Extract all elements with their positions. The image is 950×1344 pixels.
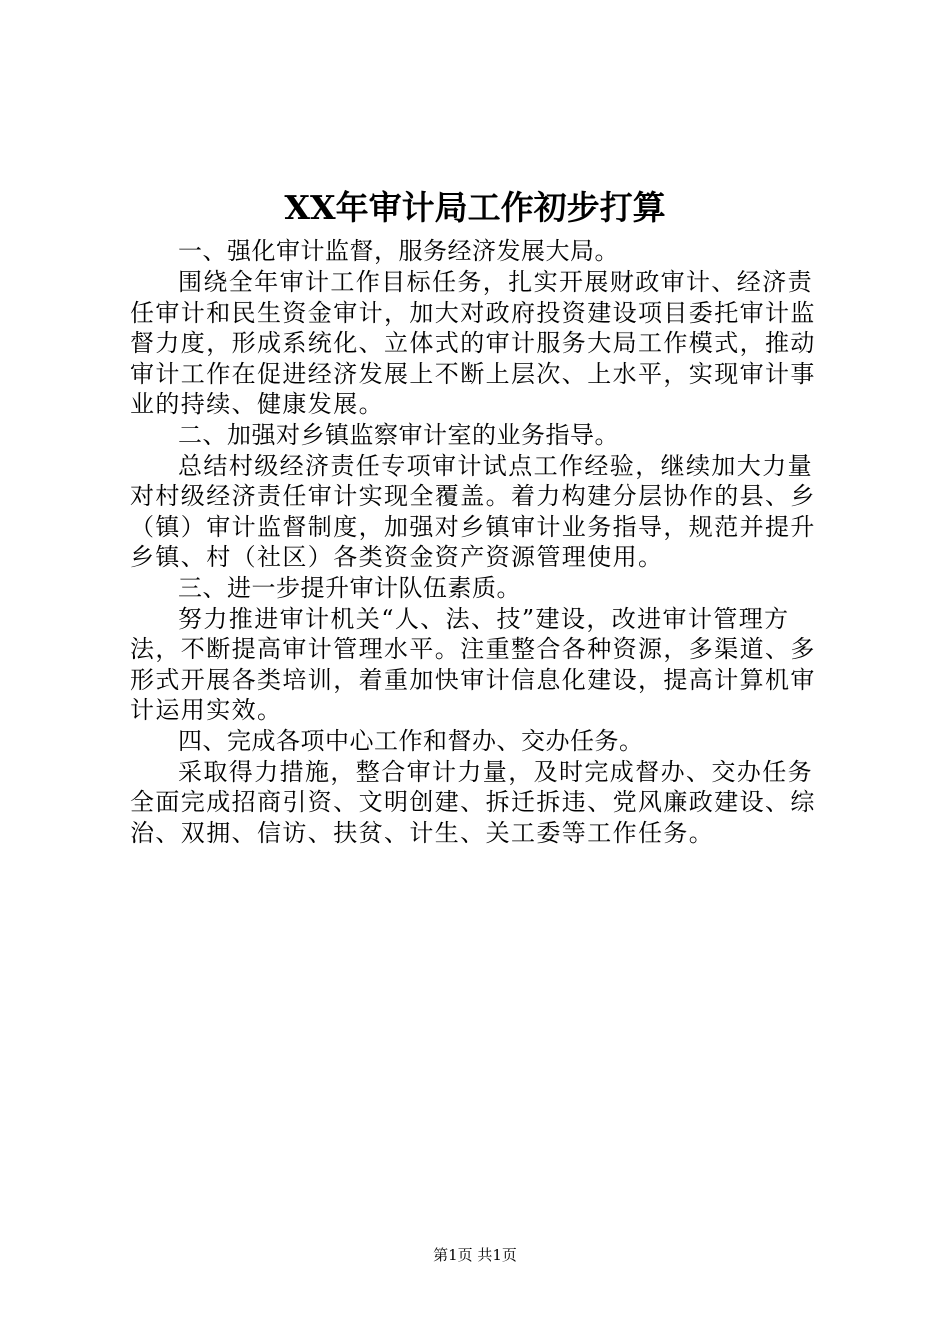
paragraph-line: 对村级经济责任审计实现全覆盖。着力构建分层协作的县、乡 — [130, 482, 816, 510]
paragraph-line: 法，不断提高审计管理水平。注重整合各种资源，多渠道、多 — [130, 635, 816, 663]
paragraph-line: 任审计和民生资金审计，加大对政府投资建设项目委托审计监 — [130, 298, 816, 327]
paragraph-line: 围绕全年审计工作目标任务，扎实开展财政审计、经济责 — [178, 268, 813, 296]
section-heading: 二、加强对乡镇监察审计室的业务指导。 — [178, 420, 619, 449]
section-heading: 一、强化审计监督，服务经济发展大局。 — [178, 237, 619, 265]
section-1 — [130, 236, 830, 420]
section-heading: 三、进一步提升审计队伍素质。 — [178, 573, 521, 602]
paragraph-line: 计运用实效。 — [130, 696, 283, 724]
section-heading: 四、完成各项中心工作和督办、交办任务。 — [178, 726, 644, 755]
paragraph-line: 努力推进审计机关“人、法、技”建设，改进审计管理方 — [178, 604, 790, 633]
paragraph-line: 全面完成招商引资、文明创建、拆迁拆违、党风廉政建设、综 — [130, 788, 816, 816]
page-footer: 第1页 共1页 — [433, 1246, 517, 1264]
paragraph-line: 审计工作在促进经济发展上不断上层次、上水平，实现审计事 — [130, 359, 816, 388]
document-body — [130, 236, 830, 848]
paragraph-line: 形式开展各类培训，着重加快审计信息化建设，提高计算机审 — [130, 665, 816, 694]
section-paragraph — [130, 604, 830, 726]
section-paragraph — [130, 267, 830, 420]
section-paragraph — [130, 451, 830, 573]
paragraph-line: 治、双拥、信访、扶贫、计生、关工委等工作任务。 — [130, 818, 715, 847]
paragraph-line: 采取得力措施，整合审计力量，及时完成督办、交办任务 — [178, 757, 813, 786]
section-4 — [130, 726, 830, 849]
section-2 — [130, 420, 830, 573]
section-3 — [130, 573, 830, 726]
paragraph-line: 督力度，形成系统化、立体式的审计服务大局工作模式，推动 — [130, 329, 816, 357]
paragraph-line: （镇）审计监督制度，加强对乡镇审计业务指导，规范并提升 — [130, 512, 816, 541]
paragraph-line: 业的持续、健康发展。 — [130, 390, 384, 418]
section-paragraph — [130, 757, 830, 849]
paragraph-line: 总结村级经济责任专项审计试点工作经验，继续加大力量 — [178, 451, 813, 480]
paragraph-line: 乡镇、村（社区）各类资金资产资源管理使用。 — [130, 543, 664, 571]
document-title: XX年审计局工作初步打算 — [284, 188, 666, 227]
